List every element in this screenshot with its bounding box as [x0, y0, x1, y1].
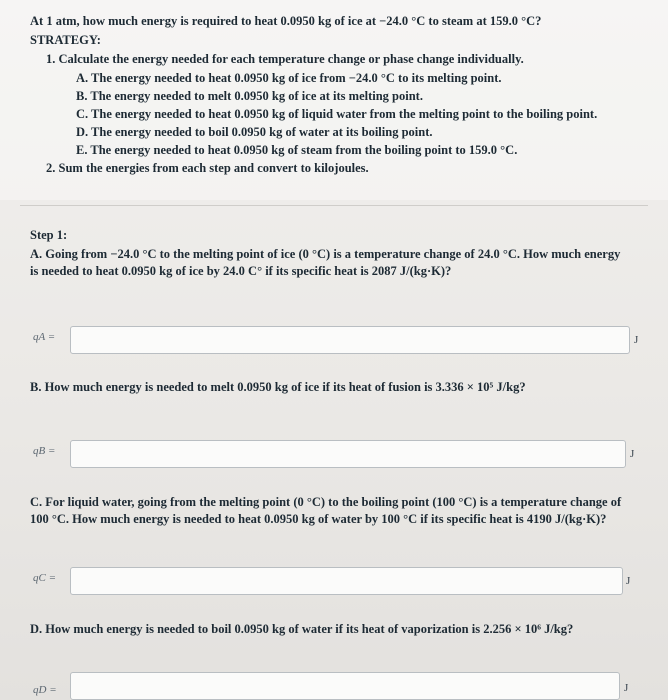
- question-text: At 1 atm, how much energy is required to heat 0.0950 kg of ice at −24.0 °C to steam at 159.0 °C?: [30, 14, 542, 28]
- part-a-text: A. Going from −24.0 °C to the melting point of ice (0 °C) is a temperature change of 24.0 °C. How much energy is needed to heat 0.0950 kg of ice by 24.0 C° if its specific heat is 2087 J/(kg·K)?: [30, 247, 621, 278]
- strategy-item-a: A. The energy needed to heat 0.0950 kg of ice from −24.0 °C to its melting point.: [76, 71, 502, 85]
- strategy-item-e: E. The energy needed to heat 0.0950 kg of steam from the boiling point to 159.0 °C.: [76, 143, 518, 157]
- part-b-text: B. How much energy is needed to melt 0.0950 kg of ice if its heat of fusion is 3.336 × 10⁵ J/kg?: [30, 380, 526, 394]
- q-a-input[interactable]: [70, 326, 630, 354]
- strategy-step1: 1. Calculate the energy needed for each temperature change or phase change individually.: [46, 52, 524, 66]
- part-d-text: D. How much energy is needed to boil 0.0950 kg of water if its heat of vaporization is 2.256 × 10⁶ J/kg?: [30, 622, 574, 636]
- q-b-label: qB =: [33, 445, 56, 457]
- strategy-item-d: D. The energy needed to boil 0.0950 kg of water at its boiling point.: [76, 125, 433, 139]
- section-divider: [20, 205, 648, 206]
- q-c-unit: J: [626, 575, 631, 587]
- q-b-input[interactable]: [70, 440, 626, 468]
- step-heading: Step 1:: [30, 228, 68, 242]
- part-c-text: C. For liquid water, going from the melting point (0 °C) to the boiling point (100 °C) is a temperature change of 100 °C. How much energy is needed to heat 0.0950 kg of water by 100 °C if its specific heat is 4190 J/(kg·K)?: [30, 495, 622, 526]
- q-c-input[interactable]: [70, 567, 623, 595]
- strategy-step2: 2. Sum the energies from each step and convert to kilojoules.: [46, 161, 369, 175]
- strategy-item-c: C. The energy needed to heat 0.0950 kg of liquid water from the melting point to the boiling point.: [76, 107, 598, 121]
- q-a-label: qA =: [33, 331, 56, 343]
- q-b-unit: J: [630, 448, 635, 460]
- q-c-label: qC =: [33, 572, 57, 584]
- q-d-label: qD =: [33, 684, 57, 696]
- q-d-input[interactable]: [70, 672, 620, 700]
- q-d-unit: J: [624, 682, 629, 694]
- q-a-unit: J: [634, 334, 639, 346]
- strategy-item-b: B. The energy needed to melt 0.0950 kg of ice at its melting point.: [76, 89, 423, 103]
- strategy-heading: STRATEGY:: [30, 33, 101, 47]
